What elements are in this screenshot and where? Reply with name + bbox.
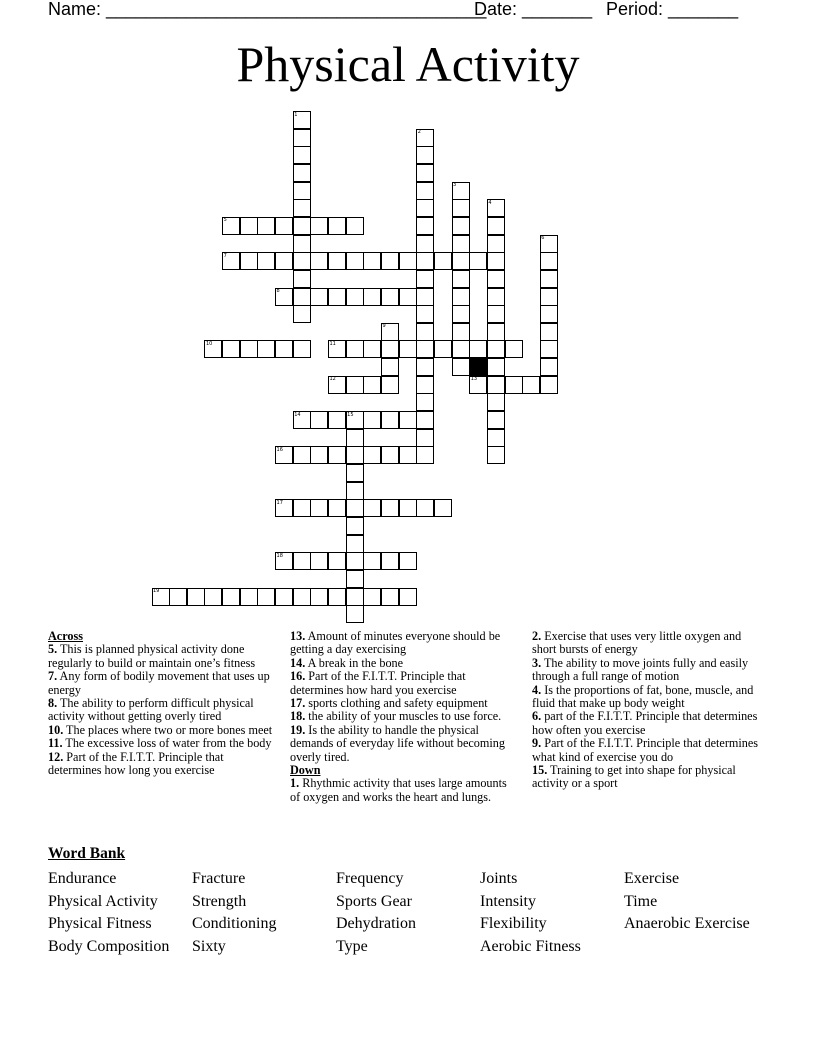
crossword-cell[interactable]	[204, 340, 222, 358]
crossword-cell[interactable]	[240, 217, 258, 235]
across-clue	[290, 724, 518, 764]
down-clue	[290, 777, 518, 804]
clue-number-label: 9.	[532, 736, 542, 751]
crossword-cell[interactable]	[399, 446, 417, 464]
clue-number-label: 17.	[290, 696, 306, 711]
across-clue	[290, 697, 518, 710]
clue-number: 3	[453, 182, 457, 189]
clue-number: 18	[276, 552, 283, 559]
crossword-cell[interactable]	[399, 288, 417, 306]
crossword-cell[interactable]	[222, 217, 240, 235]
crossword-cell[interactable]	[346, 376, 364, 394]
crossword-cell[interactable]	[416, 217, 434, 235]
clue-number-label: 12.	[48, 749, 64, 764]
clue-text: A break in the bone	[305, 655, 404, 670]
crossword-cell[interactable]	[328, 446, 346, 464]
crossword-cell[interactable]	[257, 588, 275, 606]
crossword-cell[interactable]	[293, 340, 311, 358]
word-bank-column	[624, 868, 750, 936]
clue-number: 16	[276, 446, 283, 453]
crossword-cell[interactable]	[275, 340, 293, 358]
crossword-cell[interactable]	[487, 199, 505, 217]
across-clue	[290, 630, 518, 657]
crossword-cell[interactable]	[293, 199, 311, 217]
clue-number: 17	[276, 499, 283, 506]
word-bank-item: Joints	[480, 870, 518, 887]
crossword-cell[interactable]	[363, 588, 381, 606]
clue-text: Rhythmic activity that uses large amounts of oxygen and works the heart and lungs.	[290, 776, 507, 804]
down-clue	[532, 657, 762, 684]
crossword-cell[interactable]	[416, 340, 434, 358]
crossword-cell[interactable]	[346, 464, 364, 482]
crossword-cell[interactable]	[540, 323, 558, 341]
crossword-cell[interactable]	[293, 235, 311, 253]
crossword-cell[interactable]	[293, 182, 311, 200]
clue-text: The excessive loss of water from the body	[62, 736, 272, 751]
crossword-cell[interactable]	[540, 358, 558, 376]
word-bank-title: Word Bank	[48, 845, 126, 862]
crossword-cell[interactable]	[187, 588, 205, 606]
crossword-cell[interactable]	[487, 305, 505, 323]
word-bank-item: Aerobic Fitness	[480, 937, 581, 955]
crossword-cell[interactable]	[487, 323, 505, 341]
crossword-cell[interactable]	[452, 235, 470, 253]
crossword-cell[interactable]	[416, 288, 434, 306]
crossword-cell[interactable]	[328, 288, 346, 306]
crossword-cell[interactable]	[487, 270, 505, 288]
crossword-cell[interactable]	[540, 288, 558, 306]
clue-number-label: 3.	[532, 655, 542, 670]
clue-text: Part of the F.I.T.T. Principle that determines how hard you exercise	[290, 669, 466, 697]
clue-number: 8	[276, 288, 280, 294]
crossword-cell[interactable]	[346, 288, 364, 306]
crossword-cell[interactable]	[416, 429, 434, 447]
crossword-cell[interactable]	[275, 499, 293, 517]
clue-number: 6	[541, 235, 545, 242]
crossword-cell[interactable]	[434, 252, 452, 270]
crossword-cell[interactable]	[328, 588, 346, 606]
across-clue	[48, 737, 278, 750]
clues-column-3	[532, 630, 762, 791]
crossword-cell[interactable]	[346, 552, 364, 570]
word-bank-item: Intensity	[480, 892, 536, 910]
clue-number-label: 16.	[290, 669, 306, 684]
word-bank-item: Type	[336, 937, 368, 955]
clue-text: The ability to move joints fully and easily through a full range of motion	[532, 655, 749, 684]
word-bank-item: Flexibility	[480, 915, 547, 932]
crossword-cell[interactable]	[310, 411, 328, 429]
crossword-cell[interactable]	[469, 376, 487, 394]
crossword-cell[interactable]	[416, 358, 434, 376]
crossword-cell[interactable]	[540, 270, 558, 288]
crossword-cell[interactable]	[275, 588, 293, 606]
crossword-cell[interactable]	[434, 340, 452, 358]
clue-text: The ability to perform difficult physical activity without getting overly tired	[48, 696, 254, 724]
word-bank-column	[480, 868, 581, 958]
crossword-cell[interactable]	[346, 217, 364, 235]
crossword-cell[interactable]	[416, 499, 434, 517]
crossword-cell[interactable]	[346, 252, 364, 270]
across-clue	[290, 670, 518, 697]
across-clue	[290, 657, 518, 670]
word-bank-item: Physical Activity	[48, 892, 158, 910]
word-bank-item: Frequency	[336, 870, 404, 887]
crossword-cell[interactable]	[381, 499, 399, 517]
word-bank-item: Sixty	[192, 937, 226, 955]
word-bank-item: Time	[624, 892, 658, 910]
crossword-cell[interactable]	[399, 340, 417, 358]
down-heading: Down	[290, 763, 321, 778]
crossword-cell[interactable]	[381, 340, 399, 358]
crossword-cell[interactable]	[293, 252, 311, 270]
crossword-cell[interactable]	[416, 235, 434, 253]
crossword-cell[interactable]	[452, 340, 470, 358]
clue-number-label: 6.	[532, 709, 542, 724]
puzzle-title: Physical Activity	[236, 36, 580, 92]
clue-number-label: 4.	[532, 682, 542, 697]
clue-number-label: 7.	[48, 669, 58, 684]
crossword-cell[interactable]	[452, 358, 470, 376]
crossword-cell[interactable]	[275, 288, 293, 306]
clue-number-label: 15.	[532, 763, 548, 778]
crossword-cell[interactable]	[257, 252, 275, 270]
name-field-label: Name: ______________________________________	[48, 0, 487, 19]
clue-number-label: 18.	[290, 709, 306, 724]
crossword-cell[interactable]	[310, 288, 328, 306]
crossword-cell[interactable]	[257, 340, 275, 358]
clue-number: 12	[329, 376, 336, 383]
clue-text: Is the proportions of fat, bone, muscle, and fluid that make up body weight	[532, 682, 754, 711]
crossword-cell[interactable]	[487, 376, 505, 394]
clue-text: Any form of bodily movement that uses up energy	[48, 669, 270, 697]
clue-text: Training to get into shape for physical activity or a sport	[532, 763, 736, 791]
crossword-cell[interactable]	[363, 288, 381, 306]
crossword-cell[interactable]	[363, 252, 381, 270]
crossword-cell[interactable]	[328, 376, 346, 394]
crossword-cell[interactable]	[416, 376, 434, 394]
crossword-cell[interactable]	[240, 340, 258, 358]
crossword-cell[interactable]	[452, 288, 470, 306]
crossword-cell[interactable]	[293, 499, 311, 517]
crossword-cell[interactable]	[257, 217, 275, 235]
down-clue	[532, 684, 762, 711]
crossword-cell[interactable]	[416, 252, 434, 270]
crossword-cell[interactable]	[346, 588, 364, 606]
clue-number-label: 19.	[290, 722, 306, 737]
crossword-cell[interactable]	[346, 340, 364, 358]
crossword-cell[interactable]	[293, 288, 311, 306]
clue-number: 19	[153, 588, 160, 595]
clue-number-label: 14.	[290, 655, 306, 670]
across-clue	[48, 751, 278, 778]
clue-number-label: 8.	[48, 696, 58, 711]
clues-column-2	[290, 630, 518, 804]
word-bank-item: Fracture	[192, 870, 246, 887]
crossword-cell[interactable]	[487, 235, 505, 253]
crossword-cell[interactable]	[487, 252, 505, 270]
down-clue	[532, 737, 762, 764]
crossword-cell[interactable]	[293, 305, 311, 323]
crossword-cell[interactable]	[363, 499, 381, 517]
word-bank-column	[336, 868, 416, 958]
clue-number: 5	[223, 217, 227, 224]
crossword-cell[interactable]	[222, 588, 240, 606]
clue-text: Amount of minutes everyone should be getting a day exercising	[290, 629, 501, 657]
crossword-cell[interactable]	[381, 252, 399, 270]
crossword-cell[interactable]	[346, 429, 364, 447]
crossword-cell[interactable]	[328, 552, 346, 570]
crossword-cell[interactable]	[204, 588, 222, 606]
crossword-cell[interactable]	[381, 411, 399, 429]
crossword-cell[interactable]	[381, 358, 399, 376]
crossword-cell[interactable]	[293, 411, 311, 429]
crossword-cell[interactable]	[469, 252, 487, 270]
down-clue	[532, 630, 762, 657]
clue-number: 7	[223, 252, 227, 259]
crossword-cell[interactable]	[416, 129, 434, 147]
word-bank-item: Body Composition	[48, 937, 170, 955]
crossword-cell[interactable]	[346, 535, 364, 553]
crossword-cell[interactable]	[416, 164, 434, 182]
crossword-cell[interactable]	[469, 340, 487, 358]
word-bank-item: Strength	[192, 892, 247, 910]
word-bank-item: Exercise	[624, 870, 680, 887]
crossword-cell[interactable]	[487, 429, 505, 447]
word-bank-item: Endurance	[48, 870, 117, 887]
crossword-cell[interactable]	[505, 340, 523, 358]
crossword-cell[interactable]	[487, 358, 505, 376]
crossword-cell[interactable]	[275, 446, 293, 464]
crossword-cell[interactable]	[399, 588, 417, 606]
period-field-label: Period: _______	[606, 0, 739, 19]
crossword-cell[interactable]	[293, 446, 311, 464]
crossword-cell[interactable]	[363, 411, 381, 429]
crossword-cell[interactable]	[328, 499, 346, 517]
word-bank-item: Physical Fitness	[48, 915, 152, 932]
clue-text: the ability of your muscles to use force.	[305, 709, 502, 724]
clue-number-label: 2.	[532, 629, 542, 643]
crossword-cell[interactable]	[310, 552, 328, 570]
down-clue	[532, 764, 762, 791]
crossword-cell[interactable]	[293, 111, 311, 129]
crossword-cell[interactable]	[328, 252, 346, 270]
crossword-cell[interactable]	[487, 288, 505, 306]
crossword-cell[interactable]	[452, 199, 470, 217]
clue-text: The places where two or more bones meet	[63, 722, 273, 737]
across-clue	[48, 670, 278, 697]
clue-number-label: 10.	[48, 722, 64, 737]
crossword-cell[interactable]	[540, 252, 558, 270]
crossword-cell[interactable]	[346, 446, 364, 464]
date-field-label: Date: _______	[474, 0, 593, 19]
clue-number-label: 1.	[290, 776, 300, 791]
clue-number: 11	[329, 340, 336, 347]
crossword-cell[interactable]	[505, 376, 523, 394]
crossword-cell[interactable]	[434, 499, 452, 517]
crossword-cell[interactable]	[363, 446, 381, 464]
crossword-cell[interactable]	[522, 376, 540, 394]
crossword-cell[interactable]	[452, 217, 470, 235]
crossword-cell[interactable]	[399, 499, 417, 517]
clue-number-label: 5.	[48, 642, 58, 657]
down-clue	[532, 710, 762, 737]
word-bank-column	[192, 868, 276, 958]
crossword-cell[interactable]	[293, 588, 311, 606]
crossword-cell[interactable]	[310, 446, 328, 464]
crossword-cell[interactable]	[416, 411, 434, 429]
crossword-cell[interactable]	[363, 552, 381, 570]
crossword-cell[interactable]	[452, 270, 470, 288]
crossword-cell[interactable]	[381, 376, 399, 394]
crossword-cell[interactable]	[487, 217, 505, 235]
clue-number: 9	[382, 323, 386, 330]
crossword-cell[interactable]	[346, 570, 364, 588]
crossword-cell[interactable]	[275, 552, 293, 570]
across-clue	[290, 710, 518, 723]
crossword-cell[interactable]	[328, 411, 346, 429]
across-heading: Across	[48, 629, 83, 643]
word-bank-item: Anaerobic Exercise	[624, 915, 750, 932]
crossword-cell[interactable]	[452, 305, 470, 323]
clue-number: 2	[417, 129, 421, 136]
crossword-cell[interactable]	[381, 446, 399, 464]
word-bank-column	[48, 868, 169, 958]
crossword-cell[interactable]	[487, 340, 505, 358]
crossword-cell[interactable]	[416, 305, 434, 323]
crossword-cell[interactable]	[416, 182, 434, 200]
clue-number-label: 11.	[48, 736, 63, 751]
crossword-cell[interactable]	[328, 217, 346, 235]
word-bank-item: Conditioning	[192, 915, 277, 932]
crossword-cell[interactable]	[222, 340, 240, 358]
crossword-cell[interactable]	[399, 411, 417, 429]
clue-text: This is planned physical activity done regularly to build or maintain one’s fitness	[48, 642, 256, 670]
clue-number: 13	[470, 376, 478, 383]
crossword-cell[interactable]	[363, 376, 381, 394]
crossword-cell[interactable]	[310, 588, 328, 606]
word-bank-item: Dehydration	[336, 915, 416, 932]
crossword-cell[interactable]	[540, 376, 558, 394]
black-square	[469, 358, 487, 376]
crossword-cell[interactable]	[416, 146, 434, 164]
crossword-cell[interactable]	[363, 340, 381, 358]
across-clue	[48, 724, 278, 737]
crossword-cell[interactable]	[381, 323, 399, 341]
crossword-cell[interactable]	[346, 482, 364, 500]
crossword-cell[interactable]	[346, 499, 364, 517]
crossword-cell[interactable]	[452, 182, 470, 200]
crossword-cell[interactable]	[540, 235, 558, 253]
crossword-cell[interactable]	[399, 252, 417, 270]
crossword-cell[interactable]	[416, 199, 434, 217]
crossword-cell[interactable]	[416, 323, 434, 341]
clue-number: 1	[294, 111, 298, 118]
crossword-cell[interactable]	[293, 552, 311, 570]
clue-number: 4	[488, 199, 492, 206]
clue-number: 10	[205, 340, 213, 347]
crossword-cell[interactable]	[346, 605, 364, 623]
crossword-cell[interactable]	[310, 499, 328, 517]
crossword-cell[interactable]	[346, 411, 364, 429]
crossword-cell[interactable]	[381, 288, 399, 306]
crossword-cell[interactable]	[293, 270, 311, 288]
crossword-cell[interactable]	[540, 305, 558, 323]
crossword-cell[interactable]	[293, 217, 311, 235]
clue-number: 15	[347, 411, 354, 418]
crossword-cell[interactable]	[222, 252, 240, 270]
crossword-cell[interactable]	[416, 270, 434, 288]
crossword-cell[interactable]	[293, 146, 311, 164]
crossword-cell[interactable]	[240, 252, 258, 270]
crossword-cell[interactable]	[452, 323, 470, 341]
clues-column-1	[48, 630, 278, 777]
crossword-cell[interactable]	[416, 446, 434, 464]
clue-text: Part of the F.I.T.T. Principle that determines what kind of exercise you do	[532, 736, 759, 764]
crossword-cell[interactable]	[310, 217, 328, 235]
clue-text: Is the ability to handle the physical demands of everyday life without becoming overly tired.	[290, 722, 505, 764]
crossword-cell[interactable]	[293, 164, 311, 182]
crossword-cell[interactable]	[346, 517, 364, 535]
crossword-cell[interactable]	[310, 252, 328, 270]
clue-text: Part of the F.I.T.T. Principle that determines how long you exercise	[48, 749, 224, 778]
crossword-cell[interactable]	[487, 411, 505, 429]
clue-text: sports clothing and safety equipment	[305, 696, 488, 711]
clue-text: part of the F.I.T.T. Principle that determines how often you exercise	[532, 709, 758, 737]
clue-number: 14	[294, 411, 301, 418]
crossword-cell[interactable]	[381, 588, 399, 606]
across-clue	[48, 697, 278, 724]
crossword-cell[interactable]	[328, 340, 346, 358]
word-bank-item: Sports Gear	[336, 892, 412, 910]
crossword-cell[interactable]	[275, 217, 293, 235]
crossword-cell[interactable]	[169, 588, 187, 606]
crossword-cell[interactable]	[381, 552, 399, 570]
clue-number-label: 13.	[290, 629, 306, 643]
crossword-cell[interactable]	[416, 393, 434, 411]
crossword-cell[interactable]	[152, 588, 170, 606]
crossword-cell[interactable]	[240, 588, 258, 606]
crossword-cell[interactable]	[540, 340, 558, 358]
crossword-cell[interactable]	[293, 129, 311, 147]
clue-text: Exercise that uses very little oxygen and short bursts of energy	[532, 629, 742, 657]
crossword-cell[interactable]	[399, 552, 417, 570]
crossword-cell[interactable]	[487, 446, 505, 464]
across-clue	[48, 643, 278, 670]
crossword-cell[interactable]	[275, 252, 293, 270]
crossword-cell[interactable]	[452, 252, 470, 270]
crossword-cell[interactable]	[487, 393, 505, 411]
